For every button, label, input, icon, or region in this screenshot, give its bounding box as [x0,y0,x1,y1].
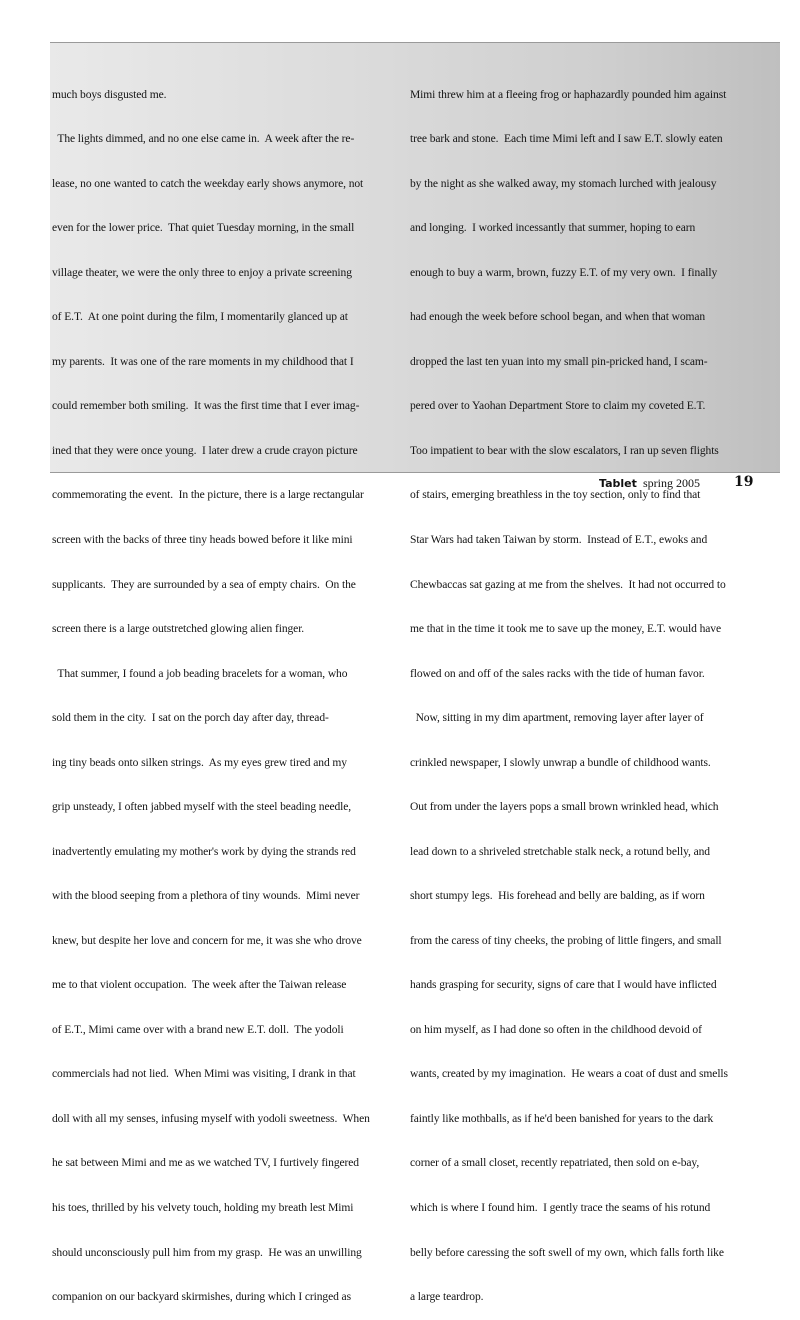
text-line: lease, no one wanted to catch the weekday early shows anymore, not [52,177,364,190]
text-line: commercials had not lied. When Mimi was visiting, I drank in that [52,1068,356,1081]
text-line: faintly like mothballs, as if he'd been banished for years to the dark [410,1112,714,1125]
text-line: me that in the time it took me to save up the money, E.T. would have [410,623,721,636]
left-text-column [52,58,370,1320]
text-line: should unconsciously pull him from my grasp. He was an unwilling [52,1246,362,1259]
text-line: of E.T., Mimi came over with a brand new E.T. doll. The yodoli [52,1023,344,1036]
text-line: companion on our backyard skirmishes, during which I cringed as [52,1291,351,1304]
text-line: knew, but despite her love and concern for me, it was she who drove [52,934,362,947]
text-line: inadvertently emulating my mother's work by dying the strands red [52,845,356,858]
text-line: That summer, I found a job beading bracelets for a woman, who [52,667,348,680]
text-line: Now, sitting in my dim apartment, removing layer after layer of [410,712,704,725]
text-line: ing tiny beads onto silken strings. As my eyes grew tired and my [52,756,347,769]
text-line: grip unsteady, I often jabbed myself with the steel beading needle, [52,801,352,814]
text-line: short stumpy legs. His forehead and belly are balding, as if worn [410,890,705,903]
text-line: from the caress of tiny cheeks, the probing of little fingers, and small [410,934,722,947]
page-number: 19 [734,474,754,490]
text-line: hands grasping for security, signs of care that I would have inflicted [410,979,717,992]
text-line: Star Wars had taken Taiwan by storm. Instead of E.T., ewoks and [410,534,708,546]
text-line: of stairs, emerging breathless in the toy section, only to find that [410,489,701,502]
magazine-name: Tablet [599,477,637,490]
text-line: tree bark and stone. Each time Mimi left and I saw E.T. slowly eaten [410,133,723,146]
text-line: The lights dimmed, and no one else came in. A week after the re- [52,133,355,146]
text-line: me to that violent occupation. The week after the Taiwan release [52,979,347,992]
text-line: much boys disgusted me. [52,88,167,101]
text-line: had enough the week before school began, and when that woman [410,311,706,324]
issue-season: spring 2005 [643,476,700,490]
text-line: which is where I found him. I gently trace the seams of his rotund [410,1201,711,1214]
text-line: crinkled newspaper, I slowly unwrap a bundle of childhood wants. [410,756,711,769]
text-line: belly before caressing the soft swell of my own, which falls forth like [410,1246,724,1259]
text-line: sold them in the city. I sat on the porch day after day, thread- [52,712,329,725]
text-line: supplicants. They are surrounded by a sea of empty chairs. On the [52,578,356,591]
text-line: screen with the backs of three tiny heads bowed before it like mini [52,534,353,546]
text-line: enough to buy a warm, brown, fuzzy E.T. of my very own. I finally [410,266,718,279]
text-line: flowed on and off of the sales racks with the tide of human favor. [410,667,705,680]
right-text-column [410,58,728,1320]
text-line: commemorating the event. In the picture, there is a large rectangular [52,489,364,502]
text-line: and longing. I worked incessantly that summer, hoping to earn [410,222,696,235]
text-line: Mimi threw him at a fleeing frog or haphazardly pounded him against [410,88,727,101]
text-line: even for the lower price. That quiet Tuesday morning, in the small [52,222,355,235]
text-line: with the blood seeping from a plethora of tiny wounds. Mimi never [52,890,360,903]
text-line: wants, created by my imagination. He wears a coat of dust and smells [410,1068,728,1081]
text-line: dropped the last ten yuan into my small pin-pricked hand, I scam- [410,355,708,368]
text-line: he sat between Mimi and me as we watched TV, I furtively fingered [52,1157,359,1170]
text-line: my parents. It was one of the rare moments in my childhood that I [52,355,354,368]
text-line: by the night as she walked away, my stomach lurched with jealousy [410,177,717,190]
text-line: on him myself, as I had done so often in the childhood devoid of [410,1023,702,1036]
text-line: of E.T. At one point during the film, I momentarily glanced up at [52,311,348,324]
text-line: could remember both smiling. It was the first time that I ever imag- [52,400,360,413]
text-line: screen there is a large outstretched glowing alien finger. [52,623,305,636]
text-line: village theater, we were the only three to enjoy a private screening [52,266,352,279]
text-line: lead down to a shriveled stretchable stalk neck, a rotund belly, and [410,845,710,858]
page-footer [0,474,800,496]
text-line: his toes, thrilled by his velvety touch, holding my breath lest Mimi [52,1201,354,1214]
text-line: a large teardrop. [410,1291,484,1304]
text-line: Too impatient to bear with the slow escalators, I ran up seven flights [410,444,719,457]
text-line: corner of a small closet, recently repatriated, then sold on e-bay, [410,1157,700,1170]
text-line: Chewbaccas sat gazing at me from the shelves. It had not occurred to [410,578,726,591]
text-line: ined that they were once young. I later drew a crude crayon picture [52,444,358,457]
text-line: Out from under the layers pops a small brown wrinkled head, which [410,801,719,814]
text-line: pered over to Yaohan Department Store to claim my coveted E.T. [410,400,706,413]
text-line: doll with all my senses, infusing myself with yodoli sweetness. When [52,1112,370,1125]
